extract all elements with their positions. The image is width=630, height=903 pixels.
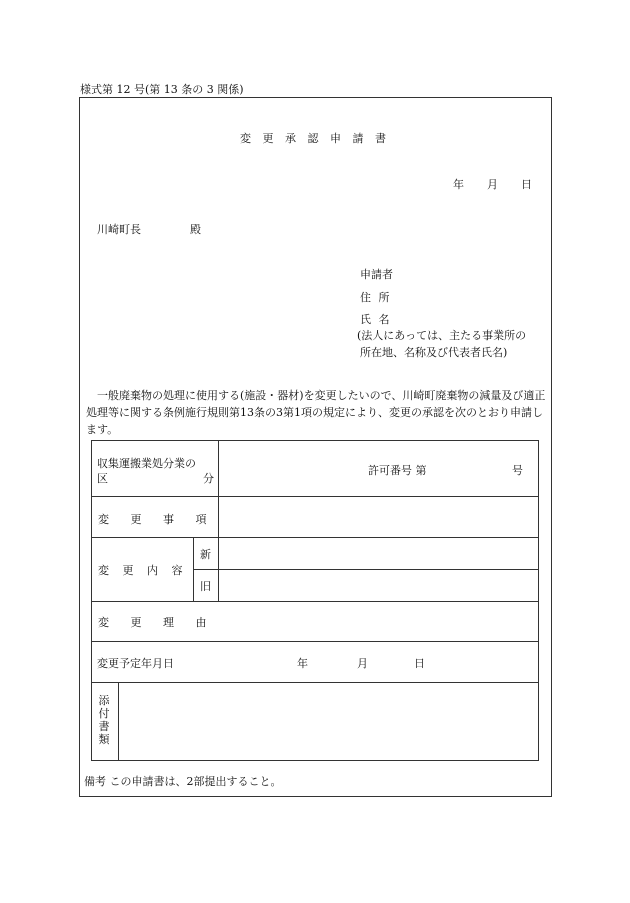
application-body-text: 一般廃棄物の処理に使用する(施設・器材)を変更したいので、川崎町廃棄物の減量及び適正処理等に関する条例施行規則第13条の3第1項の規定により、変更の承認を次のとおり申請します。 — [86, 389, 546, 436]
table-col-divider — [193, 537, 194, 601]
addressee-honorific: 殿 — [190, 223, 201, 236]
table-row-divider — [91, 682, 539, 683]
applicant-name-label: 氏 名 — [360, 313, 390, 326]
scheduled-date-label: 変更予定年月日 — [97, 657, 174, 670]
addressee-name: 川崎町長 — [97, 223, 141, 236]
date-month: 月 — [487, 178, 498, 191]
business-type-label-line1: 収集運搬業処分業の — [97, 457, 196, 470]
scheduled-date-year: 年 — [297, 657, 308, 670]
permit-number-label: 許可番号 第 — [368, 464, 427, 477]
table-row-divider — [91, 496, 539, 497]
change-content-label: 変 更 内 容 — [98, 564, 183, 577]
table-row-divider — [91, 537, 539, 538]
business-type-label-line2b: 分 — [203, 472, 214, 485]
applicant-note-line1: (法人にあっては、主たる事業所の — [357, 329, 527, 342]
table-row-divider — [91, 601, 539, 602]
business-type-label-line2a: 区 — [97, 472, 108, 485]
applicant-note-line2: 所在地、名称及び代表者氏名) — [360, 346, 508, 359]
change-reason-label: 変 更 理 由 — [98, 616, 207, 629]
date-day: 日 — [521, 178, 532, 191]
applicant-address-label: 住 所 — [360, 291, 390, 304]
attachments-label: 添付書類 — [98, 694, 110, 746]
remarks: 備考 この申請書は、2部提出すること。 — [84, 775, 282, 788]
change-content-old-label: 旧 — [200, 580, 211, 593]
table-row-divider — [193, 569, 539, 570]
table-row-divider — [91, 641, 539, 642]
permit-number-suffix: 号 — [512, 464, 523, 477]
change-content-new-label: 新 — [200, 548, 211, 561]
form-title: 変 更 承 認 申 請 書 — [240, 132, 390, 145]
change-item-label: 変 更 事 項 — [98, 513, 207, 526]
scheduled-date-month: 月 — [357, 657, 368, 670]
table-col-divider — [218, 440, 219, 601]
date-year: 年 — [453, 178, 464, 191]
scheduled-date-day: 日 — [414, 657, 425, 670]
applicant-label: 申請者 — [360, 268, 393, 281]
table-col-divider — [118, 682, 119, 761]
form-number-label: 様式第 12 号(第 13 条の 3 関係) — [80, 83, 244, 96]
